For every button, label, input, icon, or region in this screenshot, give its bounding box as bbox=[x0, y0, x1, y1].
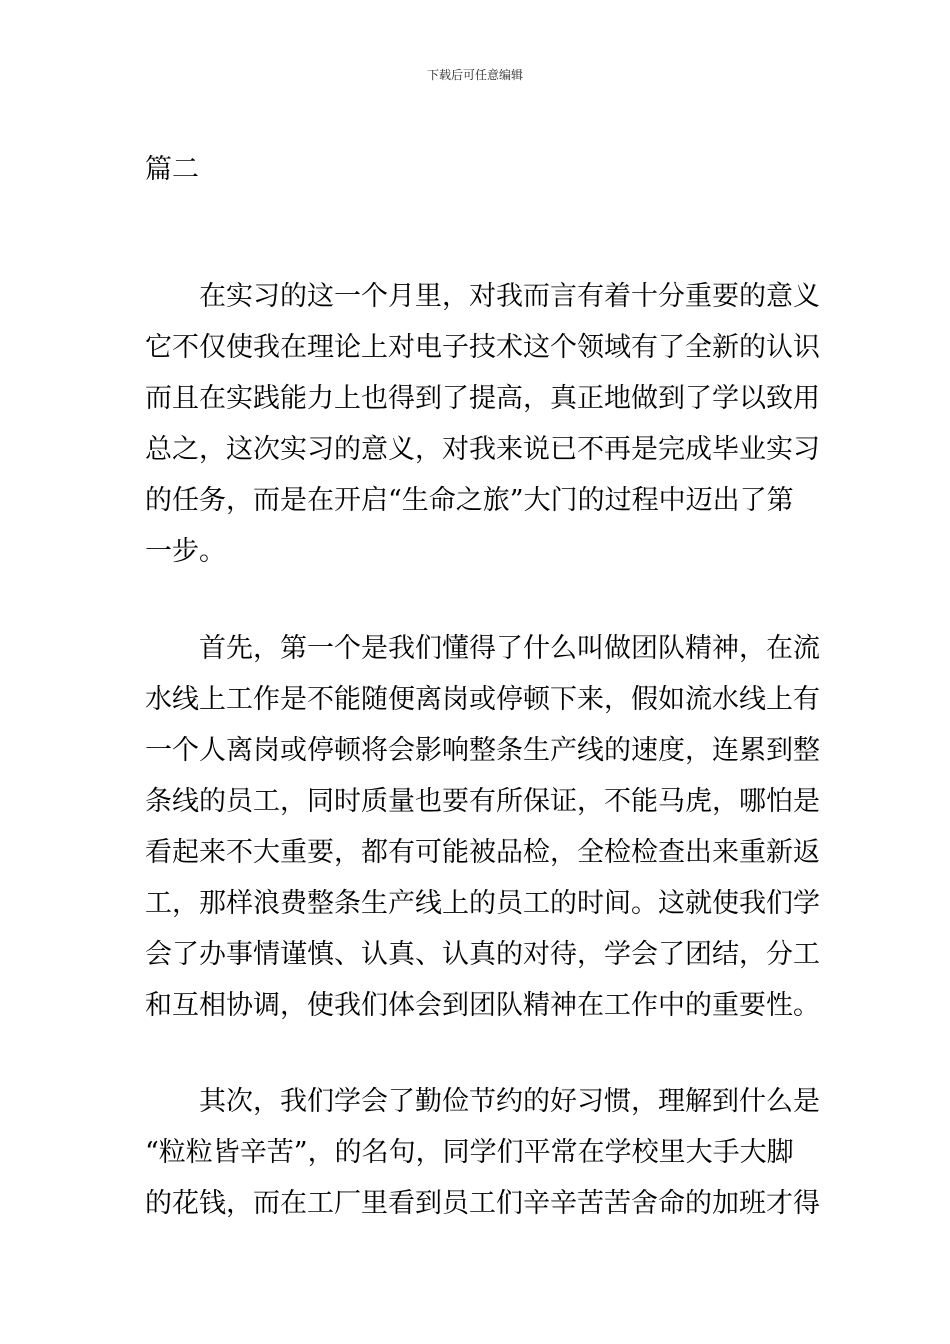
paragraph-line: “粒粒皆辛苦”，的名句，同学们平常在学校里大手大脚 bbox=[145, 1137, 794, 1168]
paragraph-line: 和互相协调，使我们体会到团队精神在工作中的重要性。 bbox=[145, 990, 820, 1021]
paragraph-line: 会了办事情谨慎、认真、认真的对待，学会了团结，分工 bbox=[145, 939, 820, 970]
page-header-note: 下载后可任意编辑 bbox=[426, 68, 523, 82]
paragraph-line: 看起来不大重要，都有可能被品检，全检检查出来重新返 bbox=[145, 837, 820, 868]
paragraph-line: 的花钱，而在工厂里看到员工们辛辛苦苦舍命的加班才得 bbox=[145, 1188, 820, 1219]
paragraph-line: 而且在实践能力上也得到了提高，真正地做到了学以致用 bbox=[145, 383, 820, 414]
paragraph-line: 其次，我们学会了勤俭节约的好习惯，理解到什么是 bbox=[145, 1086, 820, 1117]
paragraph-line: 在实习的这一个月里，对我而言有着十分重要的意义 bbox=[145, 281, 820, 312]
paragraph-line: 一步。 bbox=[145, 536, 226, 567]
paragraph-line: 首先，第一个是我们懂得了什么叫做团队精神，在流 bbox=[145, 633, 820, 664]
paragraph-line: 总之，这次实习的意义，对我来说已不再是完成毕业实习 bbox=[145, 434, 820, 465]
paragraph-line: 它不仅使我在理论上对电子技术这个领域有了全新的认识 bbox=[145, 332, 820, 363]
section-heading: 篇二 bbox=[145, 154, 199, 185]
paragraph-line: 条线的员工，同时质量也要有所保证，不能马虎，哪怕是 bbox=[145, 786, 820, 817]
paragraph-line: 一个人离岗或停顿将会影响整条生产线的速度，连累到整 bbox=[145, 735, 820, 766]
paragraph-line: 水线上工作是不能随便离岗或停顿下来，假如流水线上有 bbox=[145, 684, 820, 715]
paragraph-line: 工，那样浪费整条生产线上的员工的时间。这就使我们学 bbox=[145, 888, 820, 919]
paragraph-line: 的任务，而是在开启“生命之旅”大门的过程中迈出了第 bbox=[145, 485, 794, 516]
